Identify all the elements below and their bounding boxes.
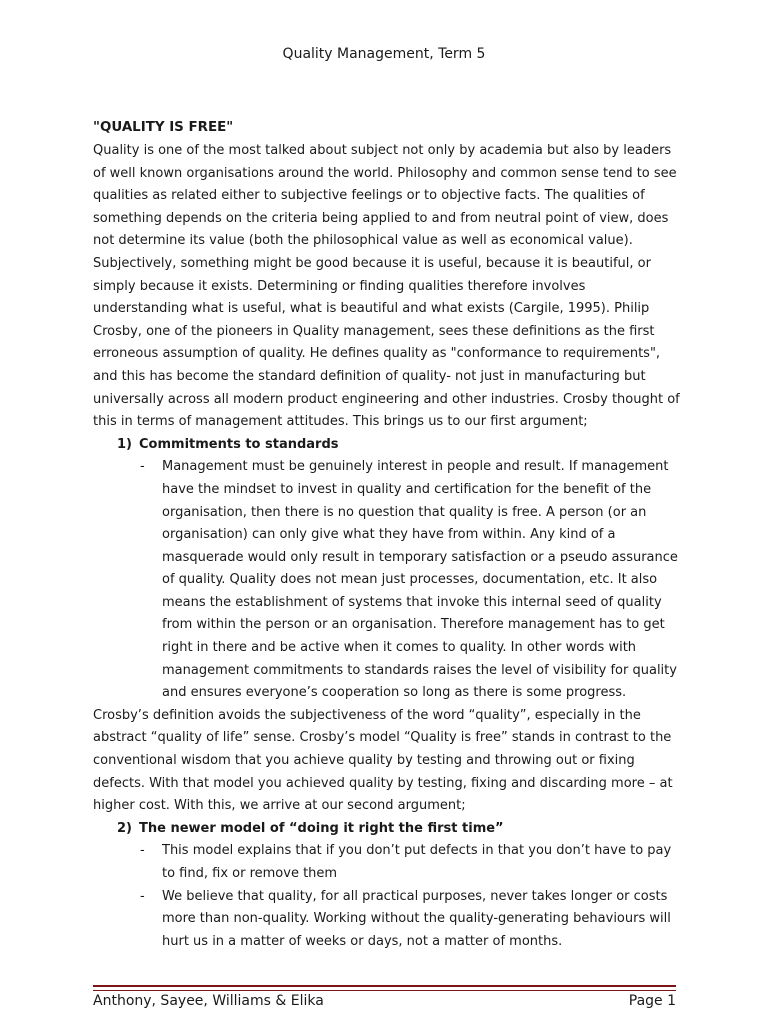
section-heading-1 — [93, 434, 683, 457]
list-item-text: This model explains that if you don’t put defects in that you don’t have to pay to find, fix or remove them — [162, 843, 672, 881]
section-number-1: 1) — [117, 436, 132, 452]
header-title: Quality Management, Term 5 — [282, 46, 486, 62]
bullet-dash: - — [140, 459, 145, 475]
footer-rule — [93, 985, 676, 987]
list-item-text: We believe that quality, for all practical purposes, never takes longer or costs more than non-quality. Working without the quality-generating behaviours will hurt us in a matter of weeks or days, not a matter of months. — [162, 888, 671, 949]
section-heading-text-1: Commitments to standards — [139, 436, 339, 452]
section-heading-2 — [93, 818, 683, 841]
list-item-text: Management must be genuinely interest in people and result. If management have the mindset to invest in quality and certification for the benefit of the organisation, then there is no question that quality is free. A person (or an organisation) can only give what they have from within. Any kind of a masquerade would only result in temporary satisfaction or a pseudo assurance of quality. Quality does not mean just processes, documentation, etc. It also means the establishment of systems that invoke this internal seed of quality from within the person or an organisation. Therefore management has to get right in there and be active when it comes to quality. In other words with management commitments to standards raises the level of visibility for quality and ensures everyone’s cooperation so long as there is some progress. — [162, 459, 678, 701]
page-header — [0, 44, 768, 64]
list-item — [93, 456, 683, 705]
intro-paragraph: Quality is one of the most talked about subject not only by academia but also by leaders of well known organisations around the world. Philosophy and common sense tend to see qualities as related either to subjective feelings or to objective facts. The qualities of something depends on the criteria being applied to and from neutral point of view, does not determine its value (both the philosophical value as well as economical value). Subjectively, something might be good because it is useful, because it is beautiful, or simply because it exists. Determining or finding qualities therefore involves understanding what is useful, what is beautiful and what exists (Cargile, 1995). Philip Crosby, one of the pioneers in Quality management, sees these definitions as the first erroneous assumption of quality. He defines quality as "conformance to requirements", and this has become the standard definition of quality- not just in manufacturing but universally across all modern product engineering and other industries. Crosby thought of this in terms of management attitudes. This brings us to our first argument; — [93, 143, 680, 430]
section-heading-text-2: The newer model of “doing it right the first time” — [139, 820, 504, 836]
list-item — [93, 840, 683, 885]
footer-page-number: Page 1 — [628, 993, 676, 1009]
bullet-dash: - — [140, 888, 145, 904]
document-title: "QUALITY IS FREE" — [93, 120, 234, 135]
list-item — [93, 886, 683, 954]
bullet-dash: - — [140, 843, 145, 859]
middle-paragraph: Crosby’s definition avoids the subjectiveness of the word “quality”, especially in the abstract “quality of life” sense. Crosby’s model “Quality is free” stands in contrast to the conventional wisdom that you achieve quality by testing and throwing out or fixing defects. With that model you achieved quality by testing, fixing and discarding more – at higher cost. With this, we arrive at our second argument; — [93, 707, 673, 814]
section-number-2: 2) — [117, 820, 132, 836]
footer-authors: Anthony, Sayee, Williams & Elika — [93, 993, 324, 1009]
document-body — [93, 117, 683, 953]
